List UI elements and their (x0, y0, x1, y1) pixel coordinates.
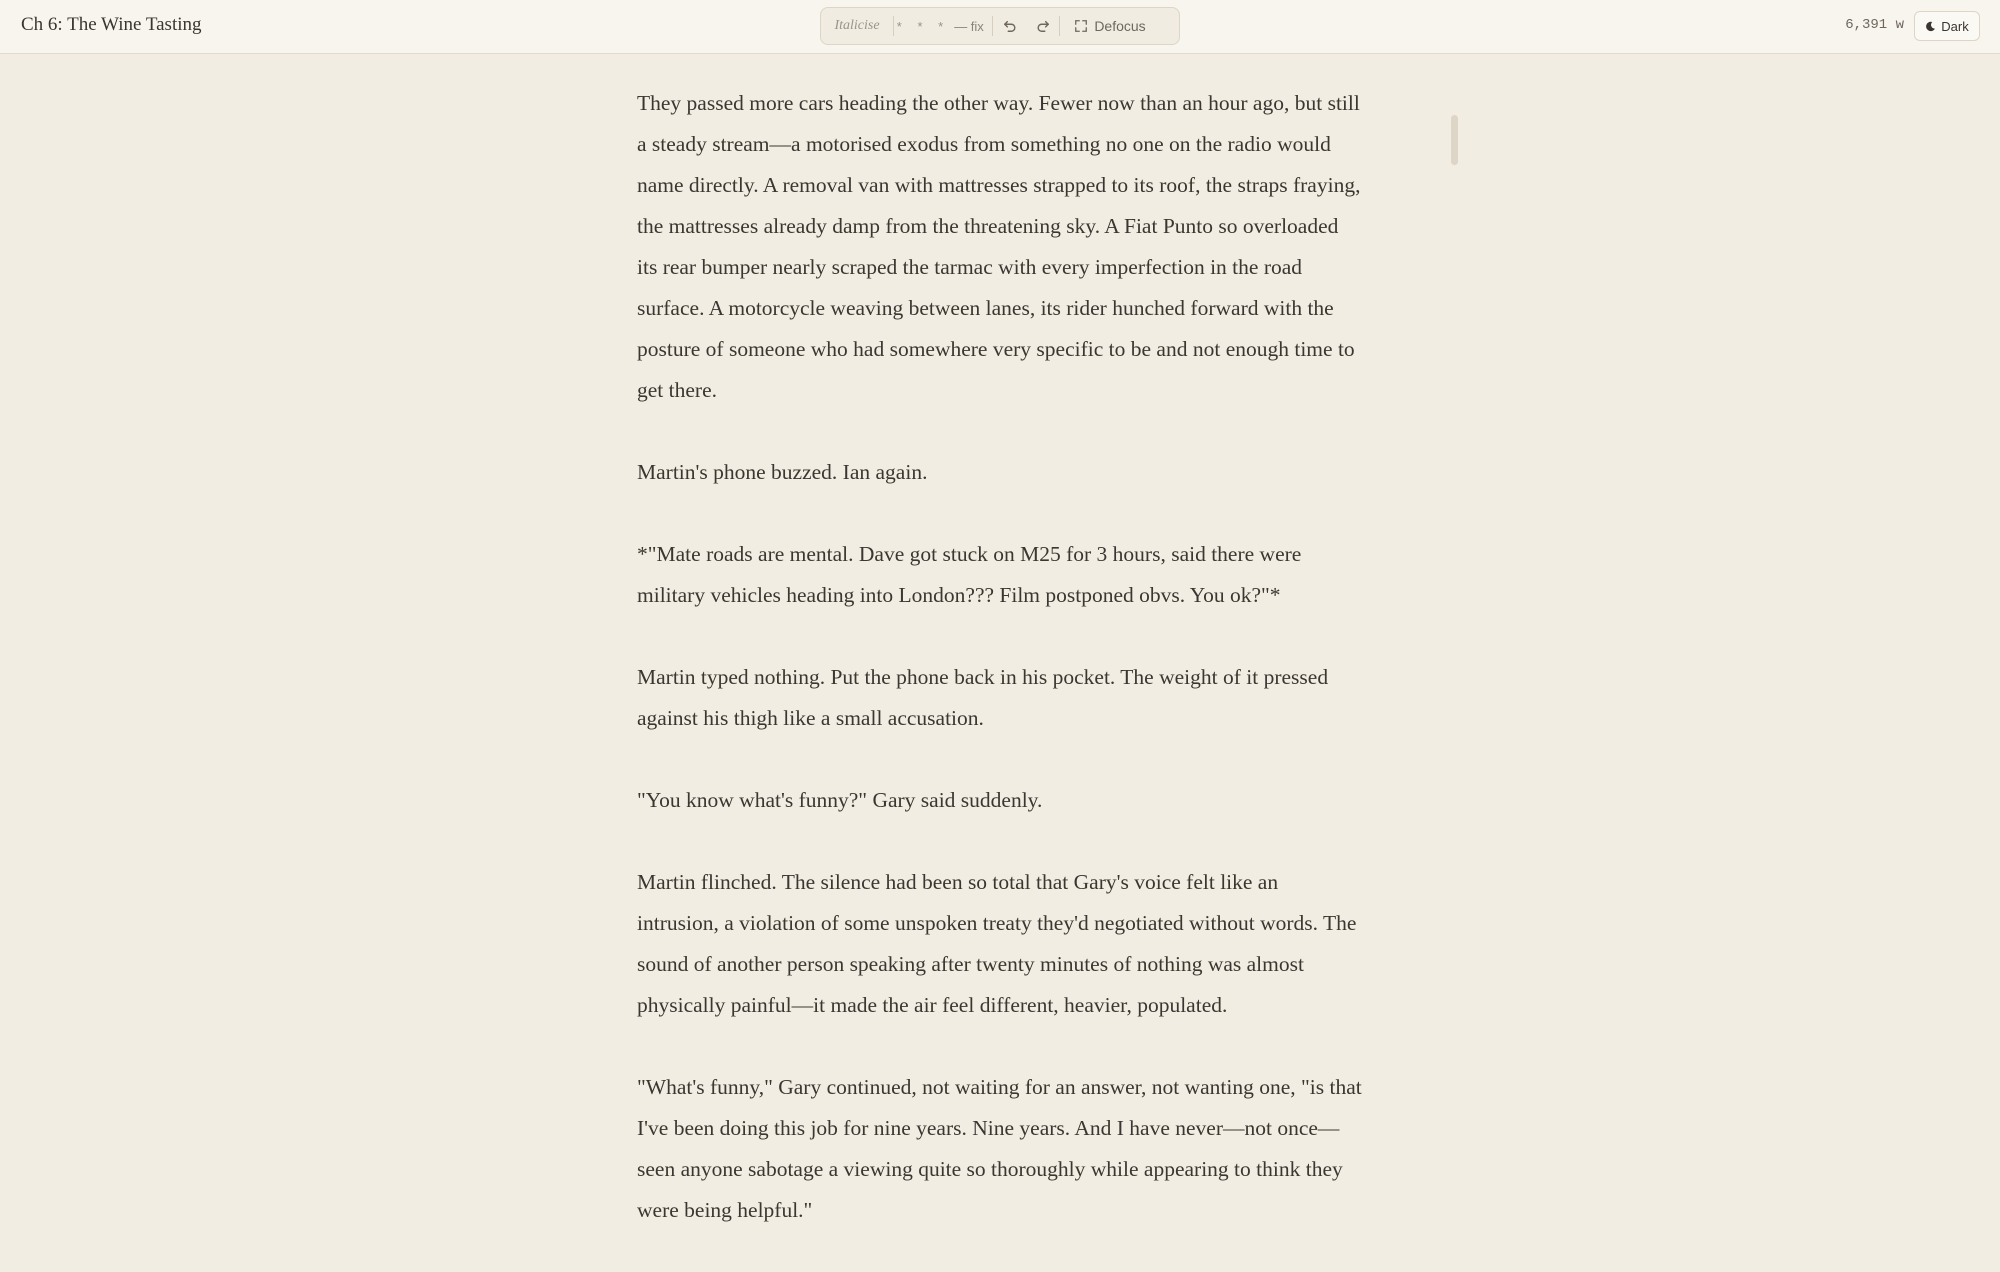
scrollbar-thumb[interactable] (1451, 115, 1458, 165)
top-bar (0, 0, 2000, 54)
dark-mode-label: Dark (1941, 18, 1969, 34)
word-count: 6,391 w (1845, 17, 1904, 33)
manuscript-paragraph[interactable]: They passed more cars heading the other way. Fewer now than an hour ago, but still a steady stream—a motorised exodus from something no one on the radio would name directly. A removal van with mattresses strapped to its roof, the straps fraying, the mattresses already damp from the threatening sky. A Fiat Punto so overloaded its rear bumper nearly scraped the tarmac with every imperfection in the road surface. A motorcycle weaving between lanes, its rider hunched forward with the posture of someone who had somewhere very specific to be and not enough time to get there. (637, 91, 1361, 402)
manuscript-paragraph[interactable]: *"Mate roads are mental. Dave got stuck on M25 for 3 hours, said there were military vehicles heading into London??? Film postponed obvs. You ok?"* (637, 542, 1302, 607)
formatting-toolbar (820, 7, 1180, 45)
undo-icon (1003, 19, 1017, 33)
manuscript-paragraph[interactable]: "You know what's funny?" Gary said suddenly. (637, 788, 1043, 812)
undo-button[interactable] (993, 8, 1026, 44)
defocus-label: Defocus (1094, 18, 1146, 34)
manuscript-paragraph[interactable]: Martin's phone buzzed. Ian again. (637, 460, 928, 484)
expand-icon (1074, 19, 1088, 33)
dark-mode-toggle[interactable] (1914, 11, 1980, 41)
chapter-title: Ch 6: The Wine Tasting (21, 14, 202, 35)
moon-icon (1925, 21, 1936, 32)
dash-fix-button[interactable]: — fix (954, 18, 984, 34)
italicise-button[interactable]: Italicise (834, 18, 880, 33)
defocus-button[interactable] (1060, 8, 1160, 44)
scene-break-button[interactable]: * * * (896, 18, 950, 34)
redo-button[interactable] (1026, 8, 1059, 44)
redo-icon (1036, 19, 1050, 33)
manuscript-paragraph[interactable]: Martin flinched. The silence had been so total that Gary's voice felt like an intrusion, a violation of some unspoken treaty they'd negotiated without words. The sound of another person speaking after twenty minutes of nothing was almost physically painful—it made the air feel different, heavier, populated. (637, 870, 1357, 1017)
manuscript-paragraph[interactable]: Martin typed nothing. Put the phone back in his pocket. The weight of it pressed against his thigh like a small accusation. (637, 665, 1329, 730)
manuscript-editor[interactable] (637, 83, 1363, 1272)
manuscript-paragraph[interactable]: "What's funny," Gary continued, not waiting for an answer, not wanting one, "is that I've been doing this job for nine years. Nine years. And I have never—not once—seen anyone sabotage a viewing quite so thoroughly while appearing to think they were being helpful." (637, 1075, 1362, 1222)
